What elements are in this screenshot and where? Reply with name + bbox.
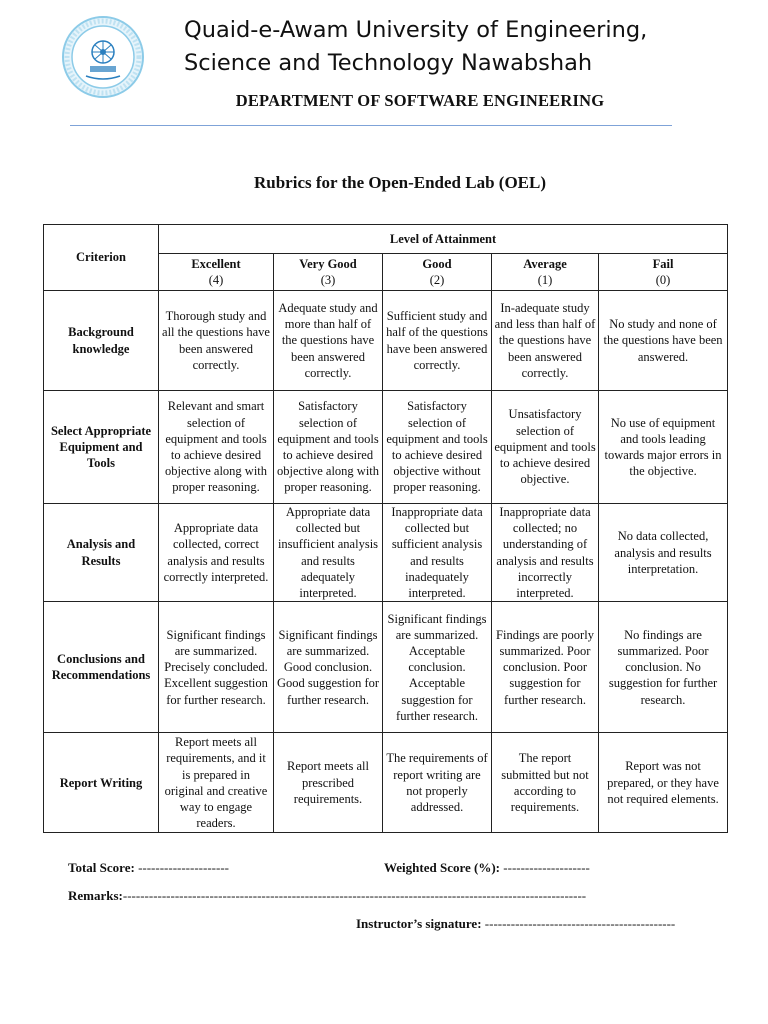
signature-label: Instructor’s signature: xyxy=(356,916,482,931)
level-score: (2) xyxy=(429,273,445,287)
level-good xyxy=(383,254,492,291)
weighted-score xyxy=(384,860,590,876)
rubric-cell: Appropriate data collected but insufficient analysis and results adequately interpreted. xyxy=(274,504,383,602)
table-header-row xyxy=(44,225,728,254)
table-row xyxy=(44,602,728,733)
level-name: Very Good xyxy=(299,256,357,271)
level-excellent xyxy=(159,254,274,291)
level-score: (4) xyxy=(208,273,224,287)
level-average xyxy=(492,254,599,291)
rubric-cell: No data collected, analysis and results interpretation. xyxy=(599,504,728,602)
level-score: (3) xyxy=(320,273,336,287)
rubric-cell: Satisfactory selection of equipment and tools to achieve desired objective along with proper reasoning. xyxy=(274,391,383,504)
rubric-cell: Relevant and smart selection of equipment and tools to achieve desired objective along with proper reasoning. xyxy=(159,391,274,504)
table-row xyxy=(44,504,728,602)
rubric-table xyxy=(43,224,728,833)
table-row xyxy=(44,291,728,391)
department-name: DEPARTMENT OF SOFTWARE ENGINEERING xyxy=(235,91,605,110)
level-fail xyxy=(599,254,728,291)
university-seal-icon xyxy=(62,16,144,98)
university-name xyxy=(184,14,647,80)
signature-field[interactable]: -------------------------------------------- xyxy=(484,916,676,931)
university-name-line2: Science and Technology Nawabshah xyxy=(184,50,593,76)
weighted-score-label: Weighted Score (%): xyxy=(384,860,501,875)
rubric-cell: Report meets all prescribed requirements. xyxy=(274,733,383,833)
level-name: Fail xyxy=(652,256,674,271)
level-name: Average xyxy=(523,256,567,271)
rubric-cell: Thorough study and all the questions have been answered correctly. xyxy=(159,291,274,391)
total-score xyxy=(68,860,229,876)
level-name: Good xyxy=(422,256,452,271)
rubric-cell: Inappropriate data collected; no understanding of analysis and results incorrectly interpreted. xyxy=(492,504,599,602)
level-header: Level of Attainment xyxy=(159,225,728,254)
rubric-cell: Significant findings are summarized. Acceptable conclusion. Acceptable suggestion for further research. xyxy=(383,602,492,733)
rubric-cell: The report submitted but not according to requirements. xyxy=(492,733,599,833)
criterion-cell: Conclusions and Recommendations xyxy=(44,602,159,733)
total-score-label: Total Score: xyxy=(68,860,135,875)
rubric-cell: Adequate study and more than half of the questions have been answered correctly. xyxy=(274,291,383,391)
total-score-field[interactable]: --------------------- xyxy=(138,860,229,875)
criterion-cell: Analysis and Results xyxy=(44,504,159,602)
level-score: (1) xyxy=(537,273,553,287)
rubric-cell: Report meets all requirements, and it is prepared in original and creative way to engage readers. xyxy=(159,733,274,833)
criterion-cell: Select Appropriate Equipment and Tools xyxy=(44,391,159,504)
level-score: (0) xyxy=(655,273,671,287)
instructor-signature xyxy=(356,916,675,932)
criterion-header: Criterion xyxy=(44,225,159,291)
university-name-line1: Quaid-e-Awam University of Engineering, xyxy=(184,17,648,43)
rubric-cell: In-adequate study and less than half of the questions have been answered correctly. xyxy=(492,291,599,391)
rubric-cell: Sufficient study and half of the questions have been answered correctly. xyxy=(383,291,492,391)
level-very-good xyxy=(274,254,383,291)
level-name: Excellent xyxy=(191,256,241,271)
weighted-score-field[interactable]: -------------------- xyxy=(503,860,590,875)
rubric-cell: Significant findings are summarized. Precisely concluded. Excellent suggestion for further research. xyxy=(159,602,274,733)
remarks xyxy=(68,888,586,904)
rubric-cell: The requirements of report writing are not properly addressed. xyxy=(383,733,492,833)
header-divider xyxy=(70,125,672,126)
rubric-cell: No study and none of the questions have been answered. xyxy=(599,291,728,391)
rubric-cell: Report was not prepared, or they have not required elements. xyxy=(599,733,728,833)
rubric-cell: Findings are poorly summarized. Poor conclusion. Poor suggestion for further research. xyxy=(492,602,599,733)
table-row xyxy=(44,391,728,504)
table-row xyxy=(44,733,728,833)
remarks-field[interactable]: ----------------------------------------------------------------------------------------------------------- xyxy=(122,888,587,903)
rubric-cell: Significant findings are summarized. Good conclusion. Good suggestion for further research. xyxy=(274,602,383,733)
document-title: Rubrics for the Open-Ended Lab (OEL) xyxy=(253,173,547,192)
rubric-cell: Inappropriate data collected but sufficient analysis and results inadequately interpreted. xyxy=(383,504,492,602)
rubric-cell: Unsatisfactory selection of equipment and tools to achieve desired objective. xyxy=(492,391,599,504)
remarks-label: Remarks: xyxy=(68,888,123,903)
rubric-cell: Satisfactory selection of equipment and tools to achieve desired objective without proper reasoning. xyxy=(383,391,492,504)
criterion-cell: Report Writing xyxy=(44,733,159,833)
rubric-cell: No findings are summarized. Poor conclusion. No suggestion for further research. xyxy=(599,602,728,733)
criterion-cell: Background knowledge xyxy=(44,291,159,391)
rubric-cell: No use of equipment and tools leading towards major errors in the objective. xyxy=(599,391,728,504)
rubric-cell: Appropriate data collected, correct analysis and results correctly interpreted. xyxy=(159,504,274,602)
